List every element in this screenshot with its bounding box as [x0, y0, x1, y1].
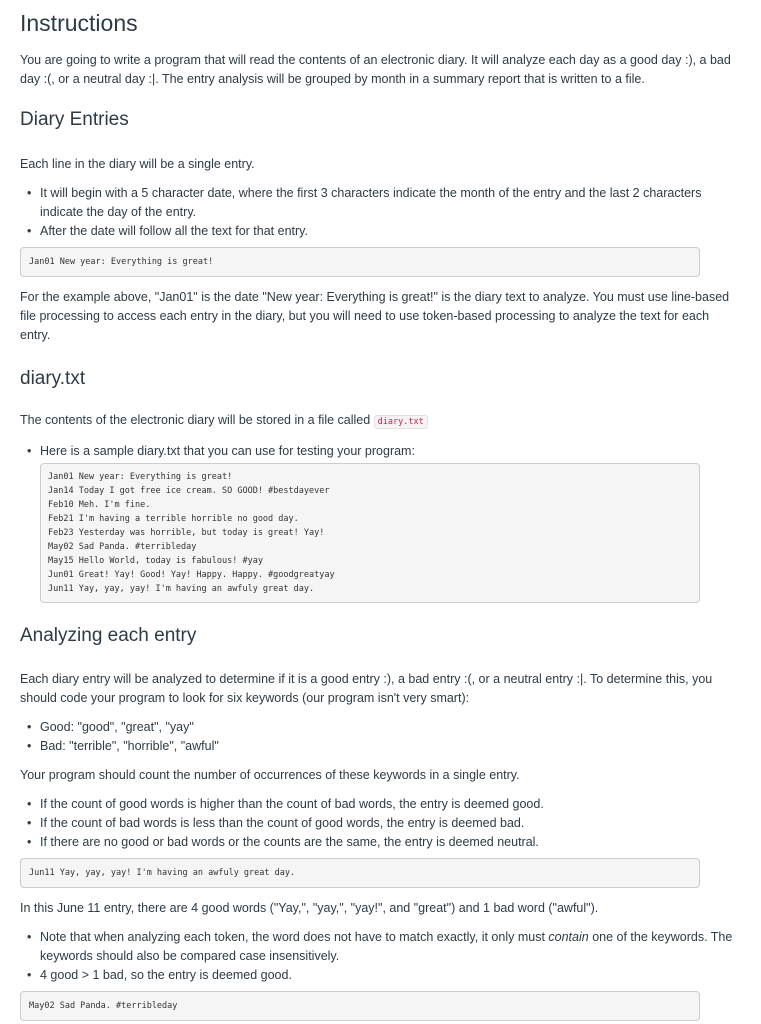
- instructions-intro: You are going to write a program that will read the contents of an electronic diary. It will analyze each day as a good day :), a bad day :(, or a neutral day :|. The entry analysis will be grouped by month in a summary report that is written to a file.: [20, 53, 731, 86]
- list-item: • Bad: "terrible", "horrible", "awful": [40, 737, 741, 756]
- list-item: • Good: "good", "great", "yay": [40, 718, 741, 737]
- list-item: • It will begin with a 5 character date, where the first 3 characters indicate the month of the entry and the last 2 characters indicate the day of the entry.: [40, 184, 741, 222]
- code-line: Feb21 I'm having a terrible horrible no good day.: [48, 514, 299, 524]
- code-line: Feb23 Yesterday was horrible, but today is great! Yay!: [48, 528, 325, 538]
- analyzing-intro: Each diary entry will be analyzed to determine if it is a good entry :), a bad entry :(, or a neutral entry :|. To determine this, you should code your program to look for six keywords (our program isn't very smart):: [20, 672, 713, 705]
- diary-txt-heading: diary.txt: [20, 368, 86, 389]
- code-line: Jun01 Great! Yay! Good! Yay! Happy. Happy. #goodgreatyay: [48, 570, 335, 580]
- code-example-jan01: [20, 247, 700, 277]
- diary-txt-intro: [20, 411, 741, 432]
- diary-entries-bullets: [20, 184, 741, 241]
- code-line: Feb10 Meh. I'm fine.: [48, 500, 151, 510]
- code-example-jun11: [20, 858, 700, 888]
- count-text: Your program should count the number of occurrences of these keywords in a single entry.: [20, 768, 520, 782]
- sample-diary-code-block: [40, 463, 700, 603]
- list-item: • 4 good > 1 bad, so the entry is deemed good.: [40, 966, 741, 985]
- rules-list: [20, 795, 741, 852]
- list-item: • If there are no good or bad words or the counts are the same, the entry is deemed neutral.: [40, 833, 741, 852]
- instructions-heading: Instructions: [20, 10, 138, 36]
- note-before: Note that when analyzing each token, the word does not have to match exactly, it only must: [40, 930, 545, 944]
- code-line: Jun11 Yay, yay, yay! I'm having an awfuly great day.: [48, 584, 315, 594]
- notes-list: [20, 928, 741, 985]
- list-item: [40, 928, 741, 966]
- diary-entries-intro: Each line in the diary will be a single entry.: [20, 157, 255, 171]
- diary-entries-explanation: For the example above, "Jan01" is the date "New year: Everything is great!" is the diary text to analyze. You must use line-based file processing to access each entry in the diary, but you will need to use token-based processing to analyze the text for each entry.: [20, 290, 730, 342]
- code-line: May02 Sad Panda. #terribleday: [29, 1001, 178, 1011]
- list-item: • If the count of bad words is less than the count of good words, the entry is deemed bad.: [40, 814, 741, 833]
- sample-file-label: Here is a sample diary.txt that you can use for testing your program:: [40, 444, 415, 458]
- code-line: May02 Sad Panda. #terribleday: [48, 542, 197, 552]
- code-line: Jan01 New year: Everything is great!: [48, 472, 233, 482]
- code-line: Jan14 Today I got free ice cream. SO GOOD! #bestdayever: [48, 486, 330, 496]
- diary-txt-intro-text: The contents of the electronic diary will be stored in a file called: [20, 413, 371, 427]
- code-line: May15 Hello World, today is fabulous! #yay: [48, 556, 263, 566]
- example-explanation: In this June 11 entry, there are 4 good words ("Yay,", "yay,", "yay!", and "great") and 1 bad word ("awful").: [20, 901, 599, 915]
- keywords-list: [20, 718, 741, 756]
- analyzing-heading: Analyzing each entry: [20, 625, 197, 646]
- filename-code: diary.txt: [374, 415, 428, 429]
- note-after: one of the keywords. The keywords should also be compared case insensitively.: [40, 930, 733, 963]
- diary-txt-bullets: [20, 442, 741, 603]
- diary-entries-heading: Diary Entries: [20, 109, 129, 130]
- code-line: Jan01 New year: Everything is great!: [29, 257, 214, 267]
- note-emphasis: contain: [548, 930, 589, 944]
- code-example-may02: [20, 991, 700, 1021]
- list-item: • If the count of good words is higher than the count of bad words, the entry is deemed good.: [40, 795, 741, 814]
- code-line: Jun11 Yay, yay, yay! I'm having an awfuly great day.: [29, 868, 296, 878]
- list-item: [40, 442, 741, 603]
- list-item: • After the date will follow all the text for that entry.: [40, 222, 741, 241]
